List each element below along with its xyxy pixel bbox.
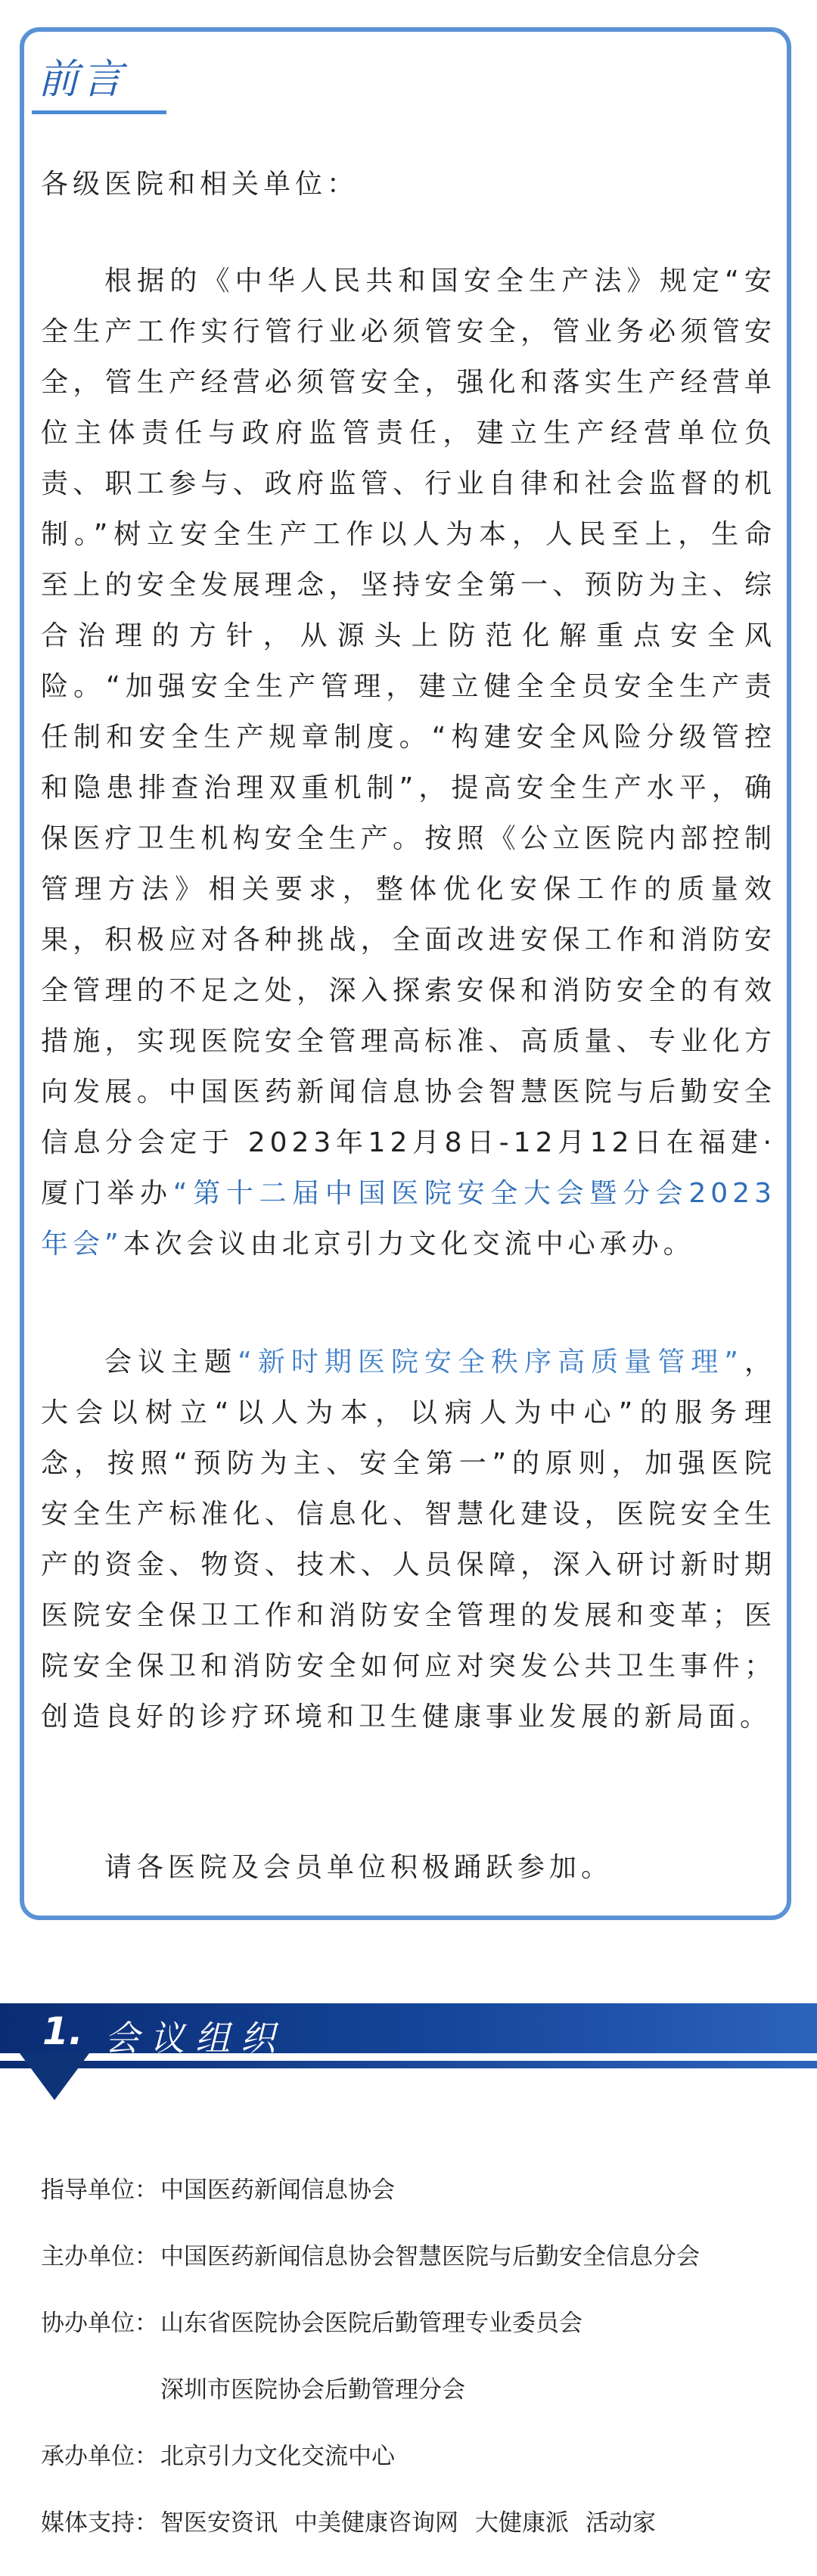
media-item: 活动家 [586,2509,656,2537]
co-label: 协办单位： [41,2310,158,2337]
section-number: 1. [42,2009,83,2053]
conference-name-highlight: “第十二届中国医院安全大会暨分会2023年会” [41,1178,776,1260]
preface-paragraph-2 [41,1337,776,1742]
preface-paragraph-1 [41,256,776,1269]
paragraph-1-text-a: 根据的《中华人民共和国安全生产法》规定“安全生产工作实行管行业必须管安全，管业务必须管安全，管生产经营必须管安全，强化和落实生产经营单位主体责任与政府监管责任，建立生产经营单位负责、职工参与、政府监管、行业自律和社会监督的机制。”树立安全生产工作以人为本，人民至上，生命至上的安全发展理念，坚持安全第一、预防为主、综合治理的方针，从源头上防范化解重点安全风险。“加强安全生产管理，建立健全全员安全生产责任制和安全生产规章制度。“构建安全风险分级管控和隐患排查治理双重机制”，提高安全生产水平，确保医疗卫生机构安全生产。按照《公立医院内部控制管理方法》相关要求，整体优化安保工作的质量效果，积极应对各种挑战，全面改进安保工作和消防安全管理的不足之处，深入探索安保和消防安全的有效措施，实现医院安全管理高标准、高质量、专业化方向发展。中国医药新闻信息协会智慧医院与后勤安全信息分会定于 2023年12月8日-12月12日在福建·厦门举办 [41,266,776,1209]
host-value: 中国医药新闻信息协会智慧医院与后勤安全信息分会 [160,2243,700,2270]
salutation: 各级医院和相关单位： [41,169,359,200]
org-row-media [41,2508,673,2538]
co-value-2: 深圳市医院协会后勤管理分会 [160,2376,465,2404]
org-row-co [41,2308,582,2338]
undertake-value: 北京引力文化交流中心 [160,2443,395,2470]
undertake-label: 承办单位： [41,2443,158,2470]
banner-stripe [0,2061,817,2068]
org-row-undertake [41,2441,395,2472]
paragraph-2-text-b: ，大会以树立“以人为本，以病人为中心”的服务理念，按照“预防为主、安全第一”的原则，加强医院安全生产标准化、信息化、智慧化建设，医院安全生产的资金、物资、技术、人员保障，深入研讨新时期医院安全保卫工作和消防安全管理的发展和变革；医院安全保卫和消防安全如何应对突发公共卫生事件；创造良好的诊疗环境和卫生健康事业发展的新局面。 [41,1347,776,1732]
conference-theme-highlight: “新时期医院安全秩序高质量管理” [238,1347,743,1378]
guide-value: 中国医药新闻信息协会 [160,2177,395,2204]
section-banner [0,2003,817,2117]
preface-paragraph-3: 请各医院及会员单位积极踊跃参加。 [104,1852,614,1883]
co-value-1: 山东省医院协会医院后勤管理专业委员会 [160,2310,582,2337]
section-title: 会议组织 [104,2018,286,2059]
media-item: 中美健康咨询网 [294,2509,458,2537]
banner-notch [20,2053,89,2100]
preface-title-underline [32,110,166,114]
org-row-co-2 [41,2375,465,2405]
media-label: 媒体支持： [41,2509,158,2537]
paragraph-1-text-b: 本次会议由北京引力文化交流中心承办。 [123,1229,695,1260]
host-label: 主办单位： [41,2243,158,2270]
preface-title: 前言 [38,55,126,103]
media-item: 大健康派 [475,2509,569,2537]
org-row-host [41,2242,700,2272]
media-list [160,2508,673,2538]
guide-label: 指导单位： [41,2177,158,2204]
media-item: 智医安资讯 [160,2509,278,2537]
org-row-guide [41,2175,395,2205]
paragraph-2-text-a: 会议主题 [104,1347,238,1378]
